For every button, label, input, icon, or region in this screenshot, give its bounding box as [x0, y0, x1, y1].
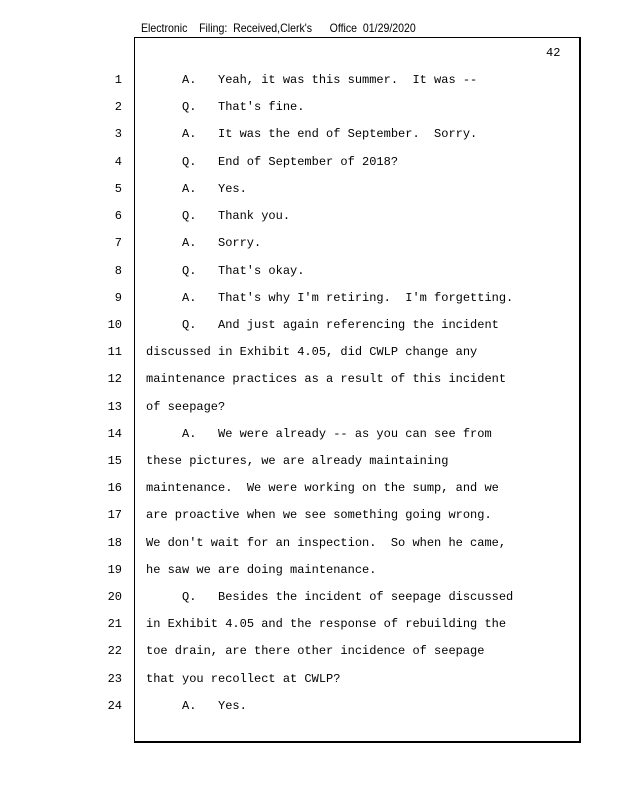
transcript-line-6: Q. Thank you.	[182, 209, 291, 223]
line-number-6: 6	[114, 209, 122, 223]
line-number-24: 24	[107, 699, 122, 713]
transcript-line-4: Q. End of September of 2018?	[182, 155, 399, 169]
line-number-21: 21	[107, 617, 122, 631]
transcript-line-14: A. We were already -- as you can see from	[182, 427, 492, 441]
transcript-line-19: he saw we are doing maintenance.	[146, 563, 377, 577]
transcript-line-9: A. That's why I'm retiring. I'm forgetting.	[182, 291, 514, 305]
transcript-line-3: A. It was the end of September. Sorry.	[182, 127, 478, 141]
transcript-line-16: maintenance. We were working on the sump, and we	[146, 481, 499, 495]
line-number-12: 12	[107, 372, 122, 386]
transcript-line-12: maintenance practices as a result of this incident	[146, 372, 507, 386]
transcript-line-17: are proactive when we see something going wrong.	[146, 508, 492, 522]
line-number-22: 22	[107, 644, 122, 658]
line-number-20: 20	[107, 590, 122, 604]
line-number-10: 10	[107, 318, 122, 332]
transcript-line-20: Q. Besides the incident of seepage discussed	[182, 590, 514, 604]
transcript-line-15: these pictures, we are already maintaining	[146, 454, 449, 468]
transcript-line-11: discussed in Exhibit 4.05, did CWLP change any	[146, 345, 478, 359]
transcript-line-18: We don't wait for an inspection. So when he came,	[146, 536, 507, 550]
line-number-19: 19	[107, 563, 122, 577]
transcript-line-8: Q. That's okay.	[182, 264, 305, 278]
transcript-line-10: Q. And just again referencing the incident	[182, 318, 499, 332]
transcript-line-13: of seepage?	[146, 400, 226, 414]
line-number-11: 11	[107, 345, 122, 359]
line-number-7: 7	[114, 236, 122, 250]
line-number-23: 23	[107, 672, 122, 686]
filing-stamp-header: Electronic Filing: Received,Clerk's Office 01/29/2020	[141, 21, 416, 35]
transcript-line-7: A. Sorry.	[182, 236, 262, 250]
transcript-line-24: A. Yes.	[182, 699, 247, 713]
line-number-9: 9	[114, 291, 122, 305]
transcript-line-22: toe drain, are there other incidence of seepage	[146, 644, 485, 658]
transcript-line-23: that you recollect at CWLP?	[146, 672, 341, 686]
transcript-line-2: Q. That's fine.	[182, 100, 305, 114]
transcript-line-21: in Exhibit 4.05 and the response of rebuilding the	[146, 617, 507, 631]
line-number-13: 13	[107, 400, 122, 414]
line-number-4: 4	[114, 155, 122, 169]
line-number-8: 8	[114, 264, 122, 278]
transcript-line-5: A. Yes.	[182, 182, 247, 196]
line-number-5: 5	[114, 182, 122, 196]
transcript-page-frame	[134, 37, 581, 743]
line-number-17: 17	[107, 508, 122, 522]
line-number-2: 2	[114, 100, 122, 114]
transcript-line-1: A. Yeah, it was this summer. It was --	[182, 73, 478, 87]
line-number-1: 1	[114, 73, 122, 87]
page-number: 42	[546, 46, 561, 60]
line-number-18: 18	[107, 536, 122, 550]
line-number-14: 14	[107, 427, 122, 441]
line-number-16: 16	[107, 481, 122, 495]
line-number-3: 3	[114, 127, 122, 141]
line-number-15: 15	[107, 454, 122, 468]
